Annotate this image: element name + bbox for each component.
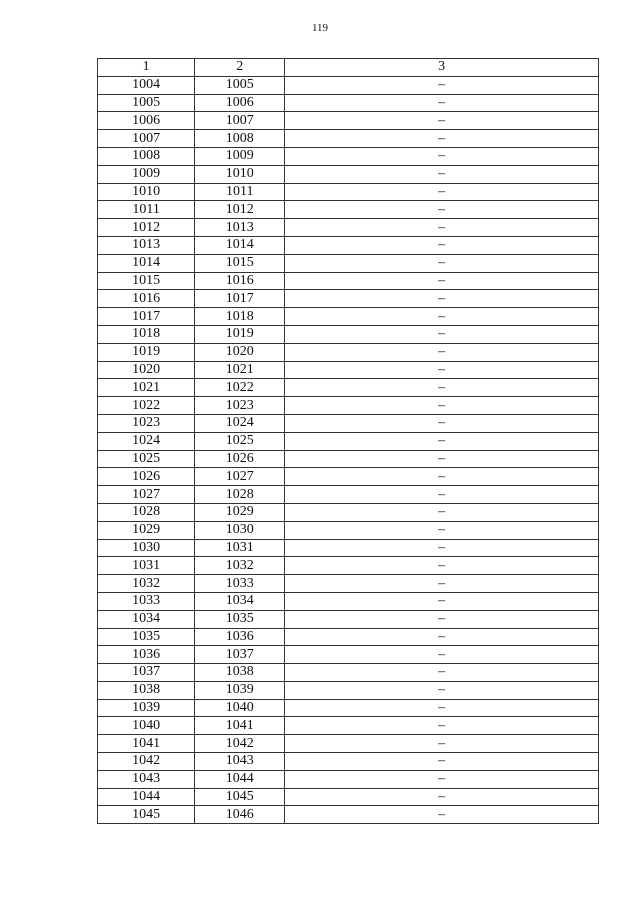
table-cell: 1010 — [195, 165, 285, 183]
table-cell: 1008 — [98, 147, 195, 165]
table-cell: 1008 — [195, 130, 285, 148]
table-row — [98, 236, 599, 254]
table-cell: 1042 — [98, 753, 195, 771]
table-row — [98, 557, 599, 575]
table-row — [98, 521, 599, 539]
table-cell: – — [285, 361, 599, 379]
table-cell: – — [285, 806, 599, 824]
table-cell: – — [285, 308, 599, 326]
table-cell: – — [285, 592, 599, 610]
table-cell: – — [285, 557, 599, 575]
table-row — [98, 76, 599, 94]
table-cell: 1012 — [98, 219, 195, 237]
table-cell: 1013 — [195, 219, 285, 237]
table-body — [98, 76, 599, 823]
table-cell: 1039 — [195, 681, 285, 699]
table-cell: – — [285, 717, 599, 735]
table-cell: 1019 — [195, 325, 285, 343]
table-cell: 1042 — [195, 735, 285, 753]
table-cell: 1013 — [98, 236, 195, 254]
table-cell: 1045 — [98, 806, 195, 824]
table-row — [98, 183, 599, 201]
table-cell: 1023 — [195, 397, 285, 415]
table-row — [98, 94, 599, 112]
table-row — [98, 806, 599, 824]
table-cell: 1007 — [98, 130, 195, 148]
table-cell: 1034 — [98, 610, 195, 628]
table-cell: – — [285, 130, 599, 148]
table-cell: 1009 — [195, 147, 285, 165]
table-cell: 1021 — [98, 379, 195, 397]
table-cell: 1014 — [195, 236, 285, 254]
table-cell: 1039 — [98, 699, 195, 717]
table-cell: – — [285, 610, 599, 628]
table-cell: 1023 — [98, 414, 195, 432]
table-cell: – — [285, 94, 599, 112]
table-cell: 1022 — [195, 379, 285, 397]
table-cell: – — [285, 290, 599, 308]
table-cell: 1031 — [98, 557, 195, 575]
table-cell: – — [285, 681, 599, 699]
table-cell: – — [285, 432, 599, 450]
table-row — [98, 592, 599, 610]
table-header-row — [98, 59, 599, 77]
table-cell: 1026 — [195, 450, 285, 468]
data-table — [97, 58, 599, 824]
table-cell: 1022 — [98, 397, 195, 415]
column-header-3: 3 — [285, 59, 599, 77]
table-cell: 1032 — [195, 557, 285, 575]
table-row — [98, 539, 599, 557]
table-cell: 1040 — [98, 717, 195, 735]
table-cell: – — [285, 468, 599, 486]
table-row — [98, 681, 599, 699]
table-row — [98, 308, 599, 326]
table-cell: 1030 — [98, 539, 195, 557]
table-cell: 1038 — [195, 664, 285, 682]
table-cell: 1006 — [195, 94, 285, 112]
table-cell: 1046 — [195, 806, 285, 824]
column-header-1: 1 — [98, 59, 195, 77]
table-cell: 1011 — [98, 201, 195, 219]
table-cell: 1014 — [98, 254, 195, 272]
table-cell: 1004 — [98, 76, 195, 94]
table-cell: 1018 — [98, 325, 195, 343]
table-cell: 1033 — [195, 575, 285, 593]
table-row — [98, 503, 599, 521]
table-cell: 1032 — [98, 575, 195, 593]
table-row — [98, 397, 599, 415]
table-cell: – — [285, 147, 599, 165]
table-cell: 1038 — [98, 681, 195, 699]
table-row — [98, 130, 599, 148]
table-row — [98, 343, 599, 361]
table-cell: – — [285, 503, 599, 521]
table-cell: – — [285, 699, 599, 717]
column-header-2: 2 — [195, 59, 285, 77]
table-row — [98, 770, 599, 788]
table-cell: 1043 — [195, 753, 285, 771]
table-cell: – — [285, 414, 599, 432]
table-row — [98, 450, 599, 468]
table-row — [98, 468, 599, 486]
table-cell: 1025 — [195, 432, 285, 450]
table-cell: 1005 — [195, 76, 285, 94]
table-cell: 1028 — [195, 486, 285, 504]
table-cell: – — [285, 325, 599, 343]
table-cell: 1016 — [195, 272, 285, 290]
table-row — [98, 325, 599, 343]
table-row — [98, 414, 599, 432]
table-row — [98, 112, 599, 130]
table-cell: 1030 — [195, 521, 285, 539]
table-row — [98, 699, 599, 717]
table-cell: – — [285, 254, 599, 272]
table-cell: 1020 — [195, 343, 285, 361]
table-cell: 1045 — [195, 788, 285, 806]
table-cell: – — [285, 664, 599, 682]
table-cell: 1012 — [195, 201, 285, 219]
table-cell: – — [285, 753, 599, 771]
table-cell: 1029 — [195, 503, 285, 521]
table-cell: 1017 — [195, 290, 285, 308]
table-row — [98, 432, 599, 450]
table-cell: 1043 — [98, 770, 195, 788]
table-cell: – — [285, 343, 599, 361]
table-cell: 1036 — [195, 628, 285, 646]
table-row — [98, 664, 599, 682]
table-cell: 1044 — [195, 770, 285, 788]
table-cell: – — [285, 646, 599, 664]
table-cell: 1037 — [98, 664, 195, 682]
table-cell: – — [285, 575, 599, 593]
table-cell: 1024 — [195, 414, 285, 432]
table-cell: 1019 — [98, 343, 195, 361]
table-cell: – — [285, 379, 599, 397]
table-row — [98, 165, 599, 183]
table-cell: – — [285, 450, 599, 468]
table-cell: 1041 — [195, 717, 285, 735]
table-cell: 1036 — [98, 646, 195, 664]
table-cell: 1035 — [98, 628, 195, 646]
table-cell: 1040 — [195, 699, 285, 717]
table-cell: – — [285, 201, 599, 219]
table-row — [98, 379, 599, 397]
table-cell: – — [285, 788, 599, 806]
table-row — [98, 219, 599, 237]
table-cell: – — [285, 272, 599, 290]
table-cell: 1026 — [98, 468, 195, 486]
table-cell: 1015 — [195, 254, 285, 272]
table-cell: 1029 — [98, 521, 195, 539]
table-cell: 1018 — [195, 308, 285, 326]
table-row — [98, 272, 599, 290]
table-cell: 1007 — [195, 112, 285, 130]
table-row — [98, 575, 599, 593]
table-row — [98, 646, 599, 664]
page-number: 119 — [311, 22, 329, 34]
table-cell: 1044 — [98, 788, 195, 806]
table-cell: – — [285, 112, 599, 130]
table-cell: – — [285, 539, 599, 557]
table-cell: 1027 — [195, 468, 285, 486]
table-cell: 1033 — [98, 592, 195, 610]
table-cell: – — [285, 735, 599, 753]
table-row — [98, 717, 599, 735]
table-cell: 1027 — [98, 486, 195, 504]
table-cell: 1020 — [98, 361, 195, 379]
table-cell: 1041 — [98, 735, 195, 753]
table-cell: 1037 — [195, 646, 285, 664]
table-row — [98, 628, 599, 646]
table-cell: – — [285, 521, 599, 539]
table-cell: 1011 — [195, 183, 285, 201]
table-row — [98, 753, 599, 771]
table-cell: – — [285, 165, 599, 183]
table-cell: 1024 — [98, 432, 195, 450]
table-row — [98, 254, 599, 272]
table-cell: – — [285, 770, 599, 788]
table-row — [98, 201, 599, 219]
table-row — [98, 486, 599, 504]
table-cell: 1006 — [98, 112, 195, 130]
table-cell: 1009 — [98, 165, 195, 183]
table-cell: 1025 — [98, 450, 195, 468]
table-row — [98, 290, 599, 308]
table-cell: – — [285, 183, 599, 201]
table-cell: – — [285, 76, 599, 94]
table-row — [98, 735, 599, 753]
table-cell: 1035 — [195, 610, 285, 628]
table-row — [98, 610, 599, 628]
table-cell: 1015 — [98, 272, 195, 290]
table-cell: 1031 — [195, 539, 285, 557]
table-cell: 1016 — [98, 290, 195, 308]
table-row — [98, 788, 599, 806]
table-row — [98, 361, 599, 379]
table-cell: – — [285, 219, 599, 237]
table-cell: 1010 — [98, 183, 195, 201]
table-cell: 1021 — [195, 361, 285, 379]
table-row — [98, 147, 599, 165]
table-cell: 1034 — [195, 592, 285, 610]
table-cell: 1005 — [98, 94, 195, 112]
table-cell: – — [285, 486, 599, 504]
table-cell: – — [285, 628, 599, 646]
table-cell: 1017 — [98, 308, 195, 326]
table-cell: – — [285, 397, 599, 415]
table-cell: 1028 — [98, 503, 195, 521]
table-cell: – — [285, 236, 599, 254]
